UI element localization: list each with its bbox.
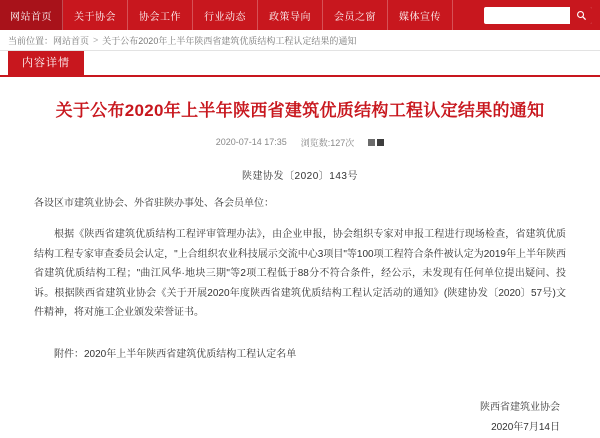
nav-item-member[interactable]	[323, 0, 388, 30]
article-meta	[34, 136, 566, 149]
breadcrumb	[0, 30, 600, 51]
breadcrumb-current: 关于公布2020年上半年陕西省建筑优质结构工程认定结果的通知	[102, 35, 357, 46]
nav-item-work-label: 协会工作	[139, 11, 181, 23]
nav-item-policy-label: 政策导向	[269, 11, 311, 23]
breadcrumb-separator-icon: >	[93, 35, 99, 45]
page-title: 关于公布2020年上半年陕西省建筑优质结构工程认定结果的通知	[55, 101, 545, 120]
nav-item-industry-label: 行业动态	[204, 11, 246, 23]
section-tab-bar	[0, 51, 600, 77]
search-input[interactable]	[484, 8, 568, 23]
nav-item-policy[interactable]	[258, 0, 323, 30]
nav-item-home-label: 网站首页	[10, 11, 52, 23]
search-icon	[576, 10, 587, 21]
nav-item-media-label: 媒体宣传	[399, 11, 441, 23]
nav-item-home[interactable]	[0, 0, 63, 30]
share-weixin-icon[interactable]	[368, 139, 375, 146]
nav-item-about-label: 关于协会	[74, 11, 116, 23]
share-weibo-icon[interactable]	[377, 139, 384, 146]
tab-content-detail[interactable]	[8, 51, 84, 75]
article-views: 浏览数:127次	[300, 137, 355, 148]
article-salutation: 各设区市建筑业协会、外省驻陕办事处、各会员单位：	[34, 197, 274, 209]
article-container	[0, 77, 600, 438]
article-body: 根据《陕西省建筑优质结构工程评审管理办法》，由企业申报，协会组织专家对申报工程进行现场检查，省建筑优质结构工程专家审查委员会认定，"上合组织农业科技展示交流中心3项目"等100项工程符合条件被认定为2019年上半年陕西省建筑优质结构工程；"曲江风华·地块三期"等2项工程低于88分不符合条件，经公示，未发现有任何单位提出疑问、投诉。根据陕西省建筑业协会《关于开展2020年度陕西省建筑优质结构工程认定活动的通知》(陕建协发〔2020〕57号)文件精神，将对施工企业颁发荣誉证书。	[34, 229, 566, 319]
nav-item-media[interactable]	[388, 0, 453, 30]
article-attachment: 附件：2020年上半年陕西省建筑优质结构工程认定名单	[54, 348, 297, 360]
nav-item-member-label: 会员之窗	[334, 11, 376, 23]
signature-org: 陕西省建筑业协会	[480, 402, 560, 414]
article-date: 2020-07-14 17:35	[215, 137, 287, 148]
nav-item-about[interactable]	[63, 0, 128, 30]
document-number: 陕建协发〔2020〕143号	[242, 170, 358, 182]
top-navigation-bar	[0, 0, 600, 30]
search-button[interactable]	[570, 7, 592, 24]
breadcrumb-link-home[interactable]: 网站首页	[53, 35, 90, 46]
nav-item-work[interactable]	[128, 0, 193, 30]
signature-date: 2020年7月14日	[491, 422, 560, 434]
nav-spacer	[453, 0, 484, 30]
search-box[interactable]	[484, 7, 592, 24]
breadcrumb-prefix: 当前位置：	[8, 35, 54, 46]
article-signature	[34, 398, 566, 438]
tab-content-detail-label: 内容详情	[22, 57, 70, 69]
share-icons[interactable]	[368, 139, 384, 146]
nav-item-industry[interactable]	[193, 0, 258, 30]
